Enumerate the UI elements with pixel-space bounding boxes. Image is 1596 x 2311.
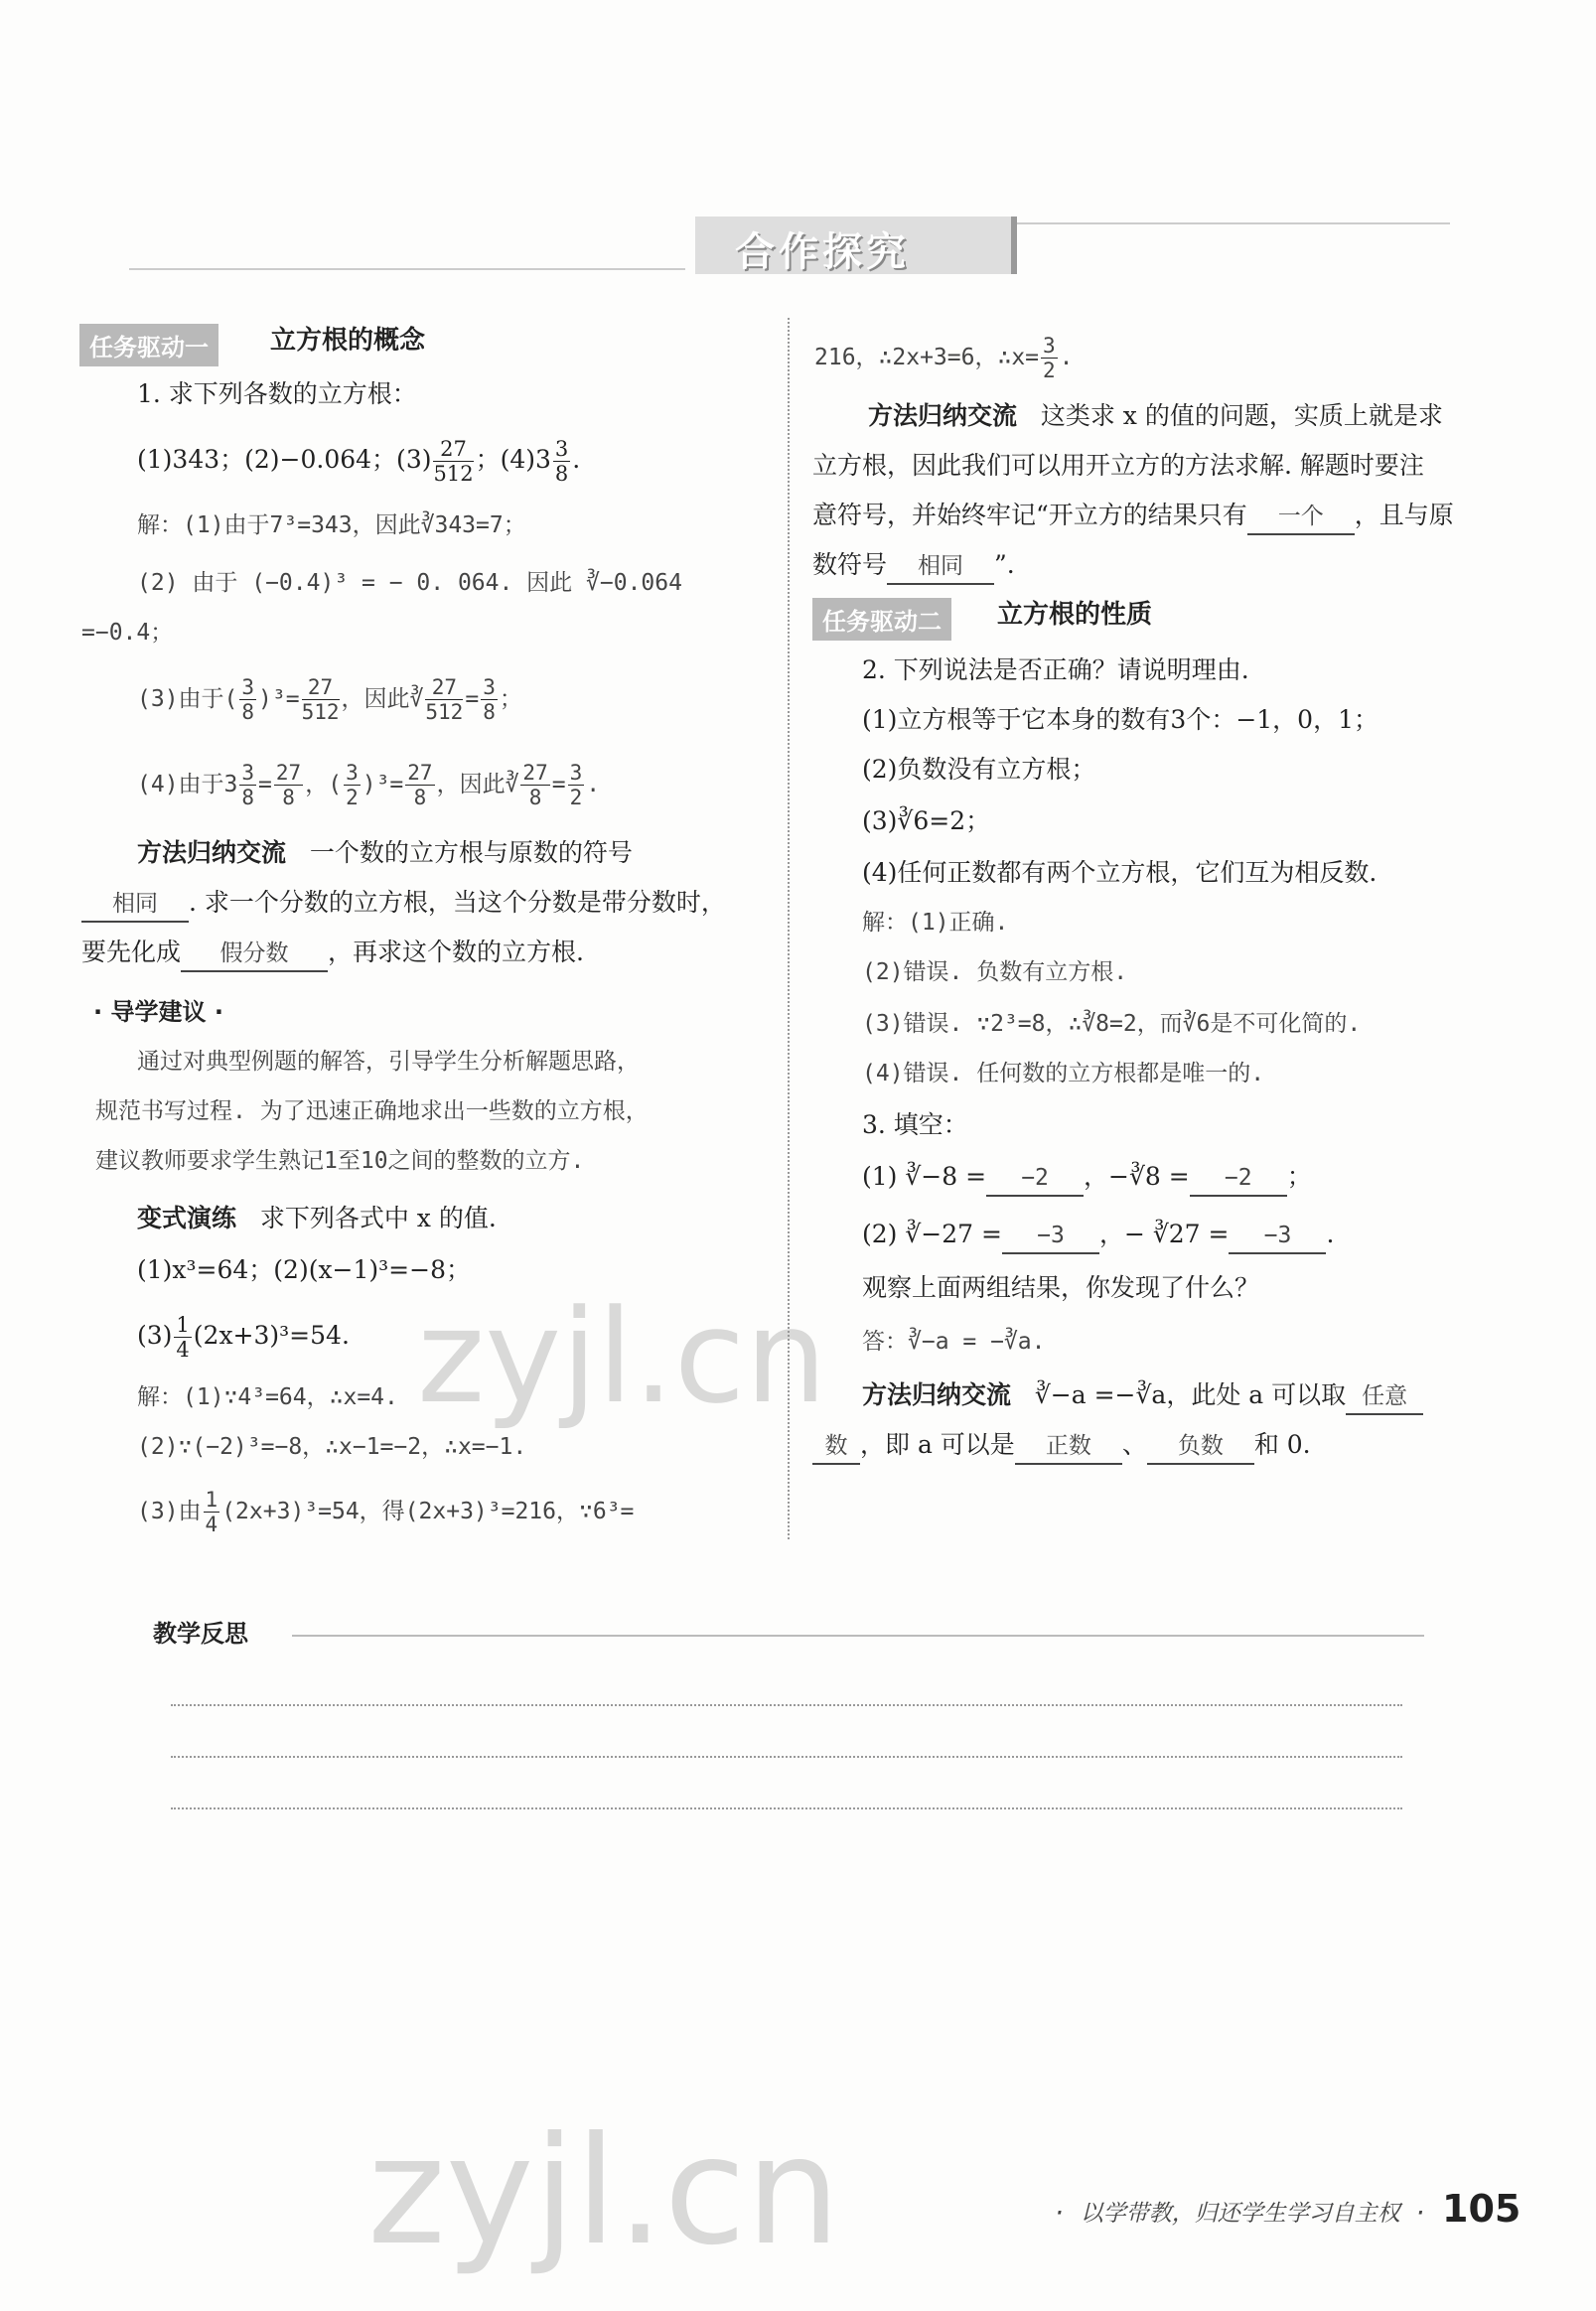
task2-tag: 任务驱动二 — [812, 598, 951, 641]
header-title: 合作探究 — [735, 229, 910, 275]
blank-only-one: 一个 — [1247, 500, 1355, 535]
method1-line2: 相同 . 求一个分数的立方根，当这个分数是带分数时， — [81, 886, 726, 923]
blank-same: 相同 — [887, 549, 994, 585]
guide-line3: 建议教师要求学生熟记1至10之间的整数的立方. — [95, 1148, 585, 1174]
blank-q3-1a: −2 — [986, 1161, 1084, 1197]
blank-q3-1b: −2 — [1190, 1161, 1287, 1197]
method1-label: 方法归纳交流 — [137, 838, 287, 867]
q3-line2: (2) ∛−27 = −3 ，− ∛27 = −3 . — [862, 1218, 1334, 1254]
task1-title: 立方根的概念 — [270, 326, 426, 356]
q2-item1: (1)立方根等于它本身的数有3个：−1，0，1； — [862, 705, 1378, 734]
blank-number: 数 — [812, 1429, 860, 1465]
guide-line1: 通过对典型例题的解答，引导学生分析解题思路， — [137, 1049, 640, 1075]
variant-items1: (1)x³=64；(2)(x−1)³=−8； — [137, 1255, 471, 1284]
q2-item4: (4)任何正数都有两个立方根，它们互为相反数. — [862, 858, 1378, 887]
variant-sol2: (2)∵(−2)³=−8，∴x−1=−2，∴x=−1. — [137, 1434, 527, 1460]
q2-text: 2. 下列说法是否正确？请说明理由. — [862, 655, 1249, 684]
a2-item1: 解：(1)正确. — [862, 910, 1009, 936]
method1-line1: 方法归纳交流 一个数的立方根与原数的符号 — [137, 838, 633, 867]
watermark-bottom: zyjl.cn — [367, 2105, 841, 2278]
blank-q3-2b: −3 — [1229, 1219, 1326, 1254]
blank-improper-fraction: 假分数 — [181, 937, 328, 972]
a2-item3: (3)错误. ∵2³=8，∴∛8=2，而∛6是不可化简的. — [862, 1011, 1362, 1037]
variant-sol3: (3)由 $\frac{1}{4}$ (2x+3)³=54，得(2x+3)³=216，∵6³= — [137, 1488, 635, 1536]
method3-line2: 数 ，即 a 可以是 正数 、 负数 和 0. — [812, 1428, 1311, 1465]
a2-item4: (4)错误. 任何数的立方根都是唯一的. — [862, 1061, 1265, 1086]
method3-line1: 方法归纳交流 ∛−a =−∛a，此处 a 可以取 任意 — [862, 1378, 1423, 1415]
q3-text: 3. 填空： — [862, 1110, 968, 1139]
watermark-mid: zyjl.cn — [417, 1281, 827, 1432]
page-number: 105 — [1442, 2187, 1522, 2231]
sol-d: (4)由于3 $\frac{3}{8}$ = $\frac{27}{8}$ ，( $\frac{3}{2}$ )³= $\frac{27}{8}$ ，因此∛ $\frac{27}{8}$ = $\frac{3}{2}$ . — [137, 761, 601, 809]
blank-positive: 正数 — [1015, 1429, 1122, 1465]
task2-title: 立方根的性质 — [997, 600, 1153, 630]
method2-line1: 方法归纳交流 这类求 x 的值的问题，实质上就是求 — [868, 401, 1443, 430]
footer-slogan: · 以学带教，归还学生学习自主权 · — [1053, 2201, 1428, 2227]
reflection-title: 教学反思 — [153, 1620, 248, 1648]
blank-any: 任意 — [1346, 1379, 1423, 1415]
right-cont: 216，∴2x+3=6，∴x= $\frac{3}{2}$ . — [814, 334, 1074, 382]
guide-title: · 导学建议 · — [93, 998, 223, 1026]
guide-line2: 规范书写过程. 为了迅速正确地求出一些数的立方根， — [95, 1098, 649, 1124]
answer-text: 答：∛−a = −∛a. — [862, 1329, 1046, 1355]
reflection-line-1[interactable] — [171, 1704, 1402, 1706]
task1-tag: 任务驱动一 — [79, 324, 218, 366]
variant-label: 变式演练 — [137, 1204, 237, 1232]
reflection-line-3[interactable] — [171, 1807, 1402, 1809]
q3-line1: (1) ∛−8 = −2 ，−∛8 = −2 ； — [862, 1160, 1312, 1197]
q2-item2: (2)负数没有立方根； — [862, 755, 1096, 784]
variant-line: 变式演练 求下列各式中 x 的值. — [137, 1204, 497, 1232]
q1-items: (1)343；(2)−0.064；(3) $\frac{27}{512}$ ；(4)3 $\frac{3}{8}$ . — [137, 437, 581, 486]
blank-negative: 负数 — [1147, 1429, 1254, 1465]
blank-q3-2a: −3 — [1002, 1219, 1099, 1254]
header-rule-left — [129, 268, 685, 270]
q1-text: 1. 求下列各数的立方根： — [137, 379, 417, 408]
sol-b2: =−0.4； — [81, 620, 174, 646]
method2-line3: 意符号，并始终牢记“开立方的结果只有 一个 ，且与原 — [812, 499, 1454, 535]
method2-label: 方法归纳交流 — [868, 401, 1018, 430]
variant-items2: (3) $\frac{1}{4}$ (2x+3)³=54. — [137, 1313, 350, 1362]
sol-a: 解：(1)由于7³=343，因此∛343=7； — [137, 512, 526, 538]
q2-item3: (3)∛6=2； — [862, 806, 991, 835]
sol-b: (2) 由于 (−0.4)³ = − 0. 064. 因此 ∛−0.064 — [137, 570, 682, 596]
reflection-line-2[interactable] — [171, 1756, 1402, 1758]
method2-line4: 数符号 相同 ”. — [812, 548, 1015, 585]
header-rule-right — [1003, 222, 1450, 224]
variant-sol1: 解：(1)∵4³=64，∴x=4. — [137, 1384, 398, 1410]
method2-line2: 立方根，因此我们可以用开立方的方法求解. 解题时要注 — [812, 451, 1424, 480]
method1-line3: 要先化成 假分数 ，再求这个数的立方根. — [81, 936, 584, 972]
sol-c: (3)由于( $\frac{3}{8}$ )³= $\frac{27}{512}$ ，因此∛ $\frac{27}{512}$ = $\frac{3}{8}$ ； — [137, 675, 522, 724]
method3-label: 方法归纳交流 — [862, 1380, 1012, 1409]
observe-text: 观察上面两组结果，你发现了什么？ — [862, 1273, 1260, 1302]
blank-same-sign: 相同 — [81, 887, 189, 923]
reflection-rule — [292, 1635, 1424, 1637]
a2-item2: (2)错误. 负数有立方根. — [862, 959, 1128, 985]
